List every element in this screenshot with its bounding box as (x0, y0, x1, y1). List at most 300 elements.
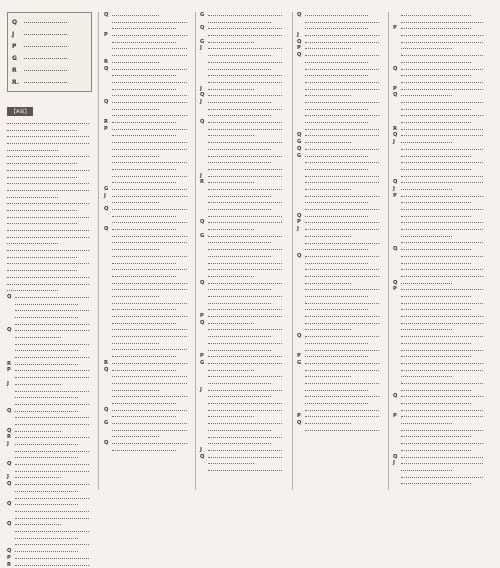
utterance-text (401, 126, 486, 133)
text-column-3 (200, 12, 285, 492)
speaker-marker: Q (297, 132, 302, 139)
speaker-marker: Q (200, 279, 205, 286)
utterance (7, 314, 92, 327)
speaker-legend (7, 12, 92, 92)
utterance-text (401, 460, 486, 473)
text-line (401, 139, 486, 146)
speaker-name (24, 82, 67, 83)
text-line (208, 447, 285, 454)
utterance-text (208, 454, 285, 461)
text-line (208, 280, 285, 287)
text-line (112, 166, 190, 173)
speaker-marker: R (7, 360, 11, 367)
speaker-marker: Q (7, 461, 12, 468)
text-line (208, 260, 285, 267)
legend-row (12, 28, 87, 40)
utterance (7, 528, 92, 548)
utterance-text (305, 413, 382, 420)
utterance (393, 286, 486, 360)
text-line (112, 387, 190, 394)
text-line (112, 333, 190, 340)
utterance (200, 360, 285, 373)
speaker-marker: P (297, 353, 301, 360)
text-line (208, 19, 285, 26)
utterance-text (208, 360, 285, 373)
text-line (401, 367, 486, 374)
text-line (7, 207, 92, 214)
legend-row (12, 64, 87, 76)
text-line (305, 280, 382, 287)
text-line (7, 260, 92, 267)
text-line (208, 380, 285, 387)
text-line (208, 253, 285, 260)
text-line (208, 434, 285, 441)
utterance-text (208, 313, 285, 320)
text-line (112, 139, 190, 146)
utterance (7, 508, 92, 521)
utterance (200, 99, 285, 119)
utterance-text (15, 294, 92, 314)
utterance-text (401, 393, 486, 413)
text-line (401, 45, 486, 52)
utterance-text (15, 408, 92, 421)
utterance-text (208, 326, 285, 353)
text-line (305, 126, 382, 133)
text-line (208, 347, 285, 354)
utterance (7, 367, 92, 380)
utterance-text (208, 86, 285, 93)
text-line (305, 360, 382, 367)
speaker-marker: R (7, 561, 11, 568)
text-line (401, 480, 486, 487)
utterance-text (208, 45, 285, 52)
utterance-text (208, 387, 285, 394)
speaker-marker: Q (200, 319, 205, 326)
utterance (7, 421, 92, 428)
utterance-text (208, 353, 285, 360)
utterance (104, 360, 190, 367)
text-line (15, 481, 92, 488)
text-line (112, 367, 190, 374)
text-line (401, 320, 486, 327)
text-line (305, 112, 382, 119)
utterance (7, 501, 92, 508)
utterance-text (305, 353, 382, 360)
text-line (208, 119, 285, 126)
text-line (208, 106, 285, 113)
text-line (7, 234, 92, 241)
utterance-text (208, 233, 285, 240)
utterance (200, 219, 285, 232)
text-line (305, 12, 382, 19)
text-line (15, 515, 92, 522)
text-line (208, 367, 285, 374)
utterance-text (112, 86, 190, 99)
utterance (200, 326, 285, 353)
text-line (401, 413, 486, 420)
text-line (15, 541, 92, 548)
text-line (7, 194, 92, 201)
text-line (208, 213, 285, 220)
speaker-marker: J (200, 386, 202, 393)
text-line (305, 333, 382, 340)
utterance (200, 454, 285, 461)
text-line (208, 427, 285, 434)
speaker-marker: P (393, 192, 397, 199)
speaker-key: P (12, 42, 17, 50)
speaker-marker: Q (297, 12, 302, 18)
text-line (15, 334, 92, 341)
text-line (401, 233, 486, 240)
utterance-text (112, 260, 190, 273)
text-line (305, 373, 382, 380)
utterance-text (305, 52, 382, 59)
text-line (15, 468, 92, 475)
utterance-text (15, 454, 92, 461)
utterance (200, 86, 285, 93)
text-line (112, 253, 190, 260)
text-line (112, 420, 190, 427)
text-line (401, 447, 486, 454)
text-line (208, 273, 285, 280)
utterance (104, 420, 190, 427)
text-line (401, 454, 486, 461)
text-line (305, 413, 382, 420)
text-line (15, 428, 92, 435)
utterance (7, 488, 92, 501)
utterance-text (112, 186, 190, 193)
text-line (401, 407, 486, 414)
utterance-text (208, 280, 285, 287)
utterance-text (112, 407, 190, 420)
text-line (112, 326, 190, 333)
utterance-text (401, 132, 486, 139)
utterance (7, 548, 92, 555)
text-line (401, 99, 486, 106)
text-line (401, 66, 486, 73)
text-line (401, 199, 486, 206)
utterance (393, 86, 486, 93)
utterance (393, 454, 486, 461)
utterance (200, 286, 285, 313)
utterance-text (208, 373, 285, 386)
speaker-name (24, 70, 67, 71)
speaker-marker: J (200, 446, 202, 453)
text-line (208, 407, 285, 414)
utterance-text (208, 39, 285, 46)
text-line (7, 240, 92, 247)
speaker-marker: Q (297, 252, 302, 259)
text-column-5 (393, 12, 486, 492)
utterance-text (112, 233, 190, 260)
text-line (208, 72, 285, 79)
text-line (112, 39, 190, 46)
speaker-marker: P (200, 353, 204, 360)
text-line (401, 474, 486, 481)
utterance-text (15, 327, 92, 340)
utterance-text (401, 454, 486, 461)
speaker-marker: Q (7, 327, 12, 334)
speaker-marker: Q (200, 453, 205, 460)
text-line (401, 273, 486, 280)
text-line (401, 173, 486, 180)
text-line (208, 293, 285, 300)
utterance (7, 381, 92, 394)
speaker-marker: P (200, 313, 204, 320)
utterance-text (15, 528, 92, 548)
speaker-name (24, 58, 67, 59)
text-line (401, 427, 486, 434)
text-line (208, 233, 285, 240)
text-line (305, 219, 382, 226)
text-column-4 (297, 12, 382, 492)
utterance (200, 39, 285, 46)
speaker-marker: G (200, 359, 205, 366)
text-line (112, 286, 190, 293)
utterance (104, 447, 190, 454)
text-line (401, 92, 486, 99)
speaker-marker: Q (104, 366, 109, 373)
text-line (112, 99, 190, 106)
utterance-text (401, 286, 486, 360)
text-line (305, 326, 382, 333)
text-line (208, 286, 285, 293)
utterance (393, 440, 486, 453)
text-line (305, 246, 382, 253)
utterance (297, 12, 382, 32)
speaker-marker: Q (393, 179, 398, 186)
utterance (104, 273, 190, 280)
utterance (393, 66, 486, 73)
text-line (305, 25, 382, 32)
text-line (401, 39, 486, 46)
text-line (7, 140, 92, 147)
utterance (7, 481, 92, 488)
speaker-marker: Q (7, 521, 12, 528)
text-line (401, 333, 486, 340)
text-line (401, 159, 486, 166)
utterance (297, 59, 382, 133)
utterance (104, 106, 190, 119)
text-line (208, 99, 285, 106)
text-line (15, 562, 92, 568)
utterance (7, 428, 92, 435)
speaker-marker: Q (104, 98, 109, 105)
text-line (15, 448, 92, 455)
speaker-marker: J (393, 139, 395, 146)
text-line (208, 186, 285, 193)
text-line (305, 166, 382, 173)
text-line (15, 381, 92, 388)
utterance-text (305, 253, 382, 260)
text-line (305, 139, 382, 146)
utterance-text (112, 440, 190, 447)
text-line (15, 394, 92, 401)
text-line (15, 528, 92, 535)
utterance (393, 280, 486, 287)
utterance (200, 126, 285, 173)
utterance-text (401, 186, 486, 193)
utterance-text (208, 92, 285, 99)
utterance (393, 393, 486, 413)
speaker-marker: P (7, 554, 11, 561)
text-line (112, 380, 190, 387)
utterance (297, 427, 382, 434)
speaker-marker: R (104, 119, 108, 126)
utterance (104, 193, 190, 206)
text-line (112, 346, 190, 353)
text-line (15, 454, 92, 461)
text-line (112, 280, 190, 287)
text-line (112, 106, 190, 113)
utterance-text (15, 461, 92, 474)
utterance (7, 361, 92, 368)
utterance-text (15, 521, 92, 528)
utterance-text (401, 12, 486, 25)
text-line (208, 226, 285, 233)
text-line (208, 52, 285, 59)
text-line (112, 300, 190, 307)
text-line (7, 187, 92, 194)
utterance (7, 434, 92, 441)
text-line (305, 313, 382, 320)
utterance-text (15, 555, 92, 562)
utterance (393, 139, 486, 159)
utterance (200, 233, 285, 240)
speaker-marker: Q (200, 92, 205, 99)
text-line (112, 293, 190, 300)
text-line (401, 219, 486, 226)
utterance (104, 226, 190, 233)
text-line (305, 273, 382, 280)
utterance-text (305, 45, 382, 52)
utterance-text (208, 126, 285, 173)
utterance (297, 353, 382, 360)
text-line (208, 313, 285, 320)
text-line (305, 119, 382, 126)
speaker-marker: Q (7, 501, 12, 508)
speaker-marker: Q (297, 420, 302, 427)
text-line (15, 321, 92, 328)
text-line (112, 213, 190, 220)
utterance (297, 39, 382, 46)
speaker-marker: Q (7, 548, 12, 555)
speaker-marker: J (297, 226, 299, 233)
text-line (401, 387, 486, 394)
text-line (15, 341, 92, 348)
text-line (401, 266, 486, 273)
text-line (112, 313, 190, 320)
speaker-marker: J (393, 185, 395, 192)
utterance (200, 447, 285, 454)
speaker-marker: Q (393, 453, 398, 460)
utterance-text (15, 381, 92, 394)
text-line (401, 400, 486, 407)
text-line (112, 206, 190, 213)
utterance (297, 139, 382, 146)
text-line (112, 440, 190, 447)
text-line (305, 99, 382, 106)
text-line (112, 186, 190, 193)
speaker-key: J (12, 30, 15, 38)
text-line (7, 200, 92, 207)
text-line (401, 306, 486, 313)
text-line (112, 126, 190, 133)
utterance-text (401, 440, 486, 453)
text-line (208, 246, 285, 253)
text-line (208, 360, 285, 367)
speaker-marker: P (297, 413, 301, 420)
speaker-marker: Q (104, 12, 109, 18)
utterance (393, 159, 486, 179)
utterance-text (15, 394, 92, 407)
utterance-text (208, 286, 285, 313)
text-line (401, 146, 486, 153)
text-line (112, 373, 190, 380)
utterance-text (401, 86, 486, 93)
text-line (112, 427, 190, 434)
text-line (401, 313, 486, 320)
text-line (112, 393, 190, 400)
utterance (7, 562, 92, 568)
text-line (208, 219, 285, 226)
text-line (112, 193, 190, 200)
text-line (7, 247, 92, 254)
text-line (112, 19, 190, 26)
text-line (15, 294, 92, 301)
text-line (208, 39, 285, 46)
text-line (305, 233, 382, 240)
text-line (401, 467, 486, 474)
utterance (7, 461, 92, 474)
speaker-key: R. (12, 78, 20, 86)
utterance-text (208, 447, 285, 454)
speaker-marker: P (104, 32, 108, 39)
utterance (393, 413, 486, 440)
text-line (208, 146, 285, 153)
utterance (104, 367, 190, 374)
utterance-text (112, 206, 190, 219)
text-line (112, 12, 190, 19)
utterance (200, 179, 285, 219)
utterance (297, 132, 382, 139)
utterance (393, 126, 486, 133)
text-line (401, 206, 486, 213)
utterance-text (401, 246, 486, 253)
text-line (15, 521, 92, 528)
speaker-marker: Q (297, 52, 302, 59)
text-line (208, 92, 285, 99)
text-line (305, 260, 382, 267)
utterance-text (15, 434, 92, 441)
text-line (305, 92, 382, 99)
speaker-marker: R (7, 434, 11, 441)
text-line (305, 380, 382, 387)
speaker-marker: G (104, 185, 109, 192)
text-line (7, 153, 92, 160)
utterance (7, 474, 92, 481)
text-line (208, 59, 285, 66)
legend-row (12, 52, 87, 64)
text-line (305, 206, 382, 213)
text-line (112, 239, 190, 246)
text-line (7, 267, 92, 274)
column-rule (292, 12, 293, 490)
text-line (112, 66, 190, 73)
speaker-marker: Q (393, 393, 398, 400)
utterance (104, 119, 190, 126)
utterance (104, 72, 190, 85)
